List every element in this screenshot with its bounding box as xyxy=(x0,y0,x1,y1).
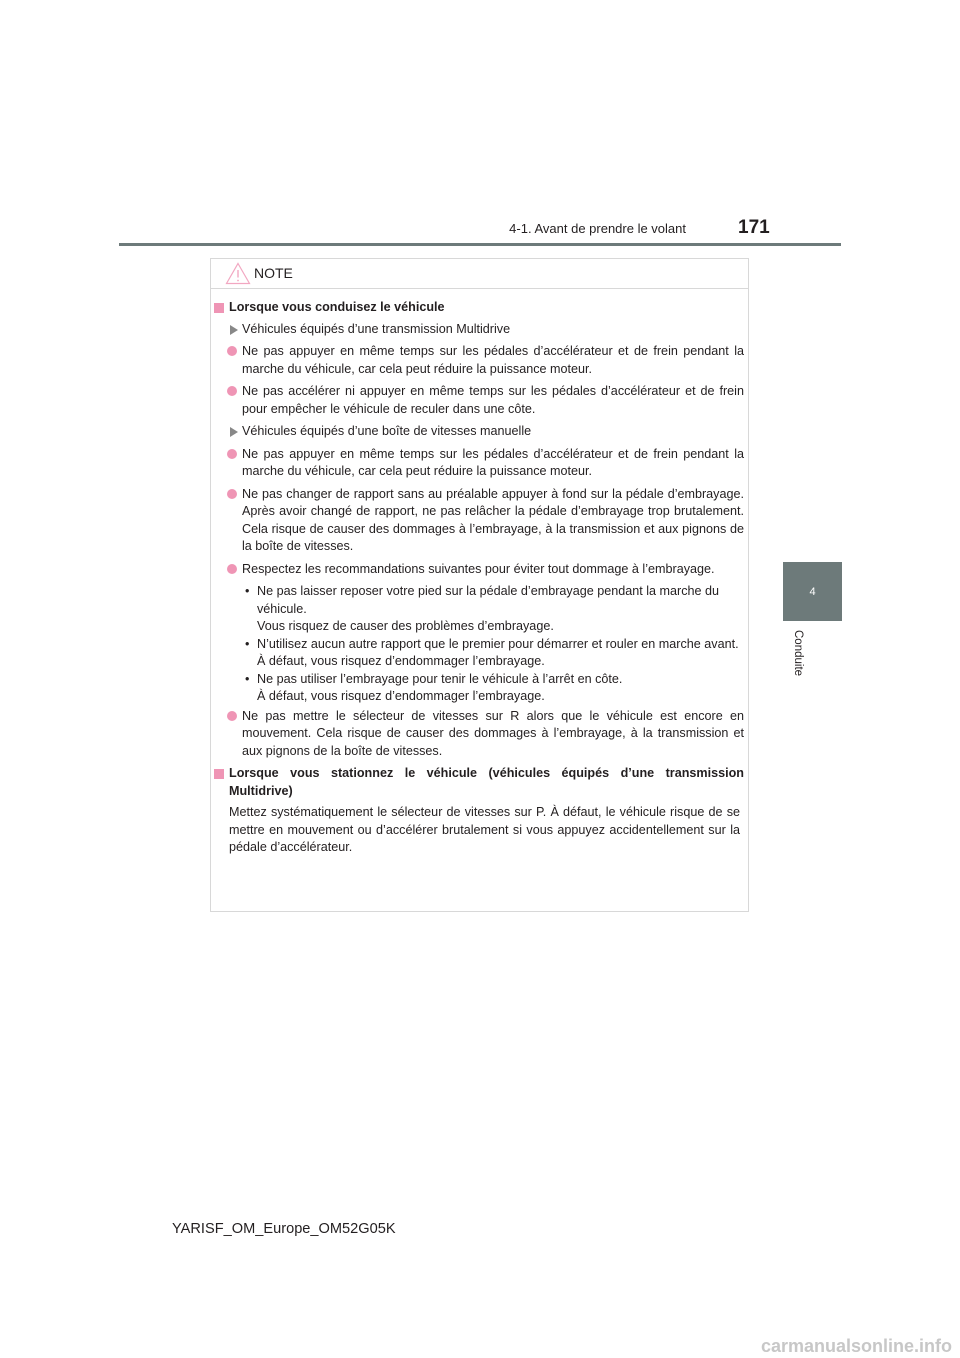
section-heading-text: Lorsque vous stationnez le véhicule (véhicules équipés d’une transmission Multidrive) xyxy=(229,766,744,798)
dash-item-text: N’utilisez aucun autre rapport que le premier pour démarrer et rouler en marche avant. xyxy=(257,636,739,651)
note-box xyxy=(210,258,749,912)
square-bullet-icon xyxy=(214,303,224,313)
dash-item-subtext: À défaut, vous risquez d’endommager l’embrayage. xyxy=(257,654,545,668)
sub-heading xyxy=(211,321,750,339)
paragraph: Mettez systématiquement le sélecteur de vitesses sur P. À défaut, le véhicule risque de se mettre en mouvement ou d’accélérer brutalement si vous appuyez accidentellement sur la pédale d’accélérateur. xyxy=(229,805,740,854)
arrow-right-icon xyxy=(230,325,238,335)
bullet-icon xyxy=(227,346,237,356)
bullet-icon xyxy=(227,449,237,459)
bullet-icon xyxy=(227,711,237,721)
dash-item-text: Ne pas utiliser l’embrayage pour tenir le véhicule à l’arrêt en côte. xyxy=(257,671,623,686)
sub-heading xyxy=(211,423,750,441)
section-heading xyxy=(211,299,750,317)
header-divider xyxy=(119,243,841,246)
list-item-text: Ne pas appuyer en même temps sur les pédales d’accélérateur et de frein pendant la marche du véhicule, car cela peut réduire la puissance moteur. xyxy=(242,344,744,376)
square-bullet-icon xyxy=(214,769,224,779)
sub-heading-text: Véhicules équipés d’une transmission Multidrive xyxy=(242,321,511,336)
dash-item xyxy=(245,583,744,636)
sub-heading-text: Véhicules équipés d’une boîte de vitesses manuelle xyxy=(242,424,532,438)
list-item xyxy=(211,708,750,761)
chapter-tab xyxy=(783,562,842,621)
dash-item-subtext: Vous risquez de causer des problèmes d’embrayage. xyxy=(257,619,554,633)
arrow-right-icon xyxy=(230,427,238,437)
section-heading xyxy=(211,765,750,800)
list-item xyxy=(211,561,750,579)
dash-item-text: Ne pas laisser reposer votre pied sur la pédale d’embrayage pendant la marche du véhicule. xyxy=(257,584,720,616)
chapter-number: 4 xyxy=(809,585,816,598)
dash-bullet-icon: • xyxy=(245,636,250,651)
dash-item xyxy=(245,636,744,671)
bullet-icon xyxy=(227,386,237,396)
list-item xyxy=(211,383,750,418)
dash-item-subtext: À défaut, vous risquez d’endommager l’embrayage. xyxy=(257,689,545,703)
list-item xyxy=(211,446,750,481)
bullet-icon xyxy=(227,564,237,574)
list-item xyxy=(211,486,750,556)
dash-list xyxy=(211,583,750,706)
document-id: YARISF_OM_Europe_OM52G05K xyxy=(172,1221,396,1237)
chapter-title: Conduite xyxy=(792,630,804,677)
watermark-text: carmanualsonline.info xyxy=(760,1336,952,1356)
list-item-text: Ne pas appuyer en même temps sur les pédales d’accélérateur et de frein pendant la marche du véhicule, car cela peut réduire la puissance moteur. xyxy=(242,446,744,478)
note-content xyxy=(211,299,750,857)
dash-item xyxy=(245,671,744,706)
page-number: 171 xyxy=(738,217,770,238)
list-item-text: Ne pas changer de rapport sans au préalable appuyer à fond sur la pédale d’embrayage. Après avoir changé de rapport, ne pas relâcher la pédale d’embrayage trop brutalement. Cela risque de causer des dommages à l’embrayage, à la transmission et aux pignons de la boîte de vitesses. xyxy=(242,486,744,553)
dash-bullet-icon: • xyxy=(245,671,250,686)
dash-bullet-icon: • xyxy=(245,584,250,598)
note-header xyxy=(211,259,748,289)
section-title: 4-1. Avant de prendre le volant xyxy=(509,221,686,236)
watermark xyxy=(0,1335,960,1358)
list-item-text: Ne pas accélérer ni appuyer en même temps sur les pédales d’accélérateur et de frein pour empêcher le véhicule de reculer dans une côte. xyxy=(242,384,744,416)
section-heading-text: Lorsque vous conduisez le véhicule xyxy=(229,300,445,314)
bullet-icon xyxy=(227,489,237,499)
note-label: NOTE xyxy=(254,265,293,281)
list-item-text: Ne pas mettre le sélecteur de vitesses sur R alors que le véhicule est encore en mouvement. Cela risque de causer des dommages à l’embrayage, à la transmission et aux pignons de la boîte de vitesses. xyxy=(242,708,744,758)
list-item-text: Respectez les recommandations suivantes pour éviter tout dommage à l’embrayage. xyxy=(242,561,715,576)
list-item xyxy=(211,343,750,378)
warning-triangle-icon xyxy=(225,262,251,285)
